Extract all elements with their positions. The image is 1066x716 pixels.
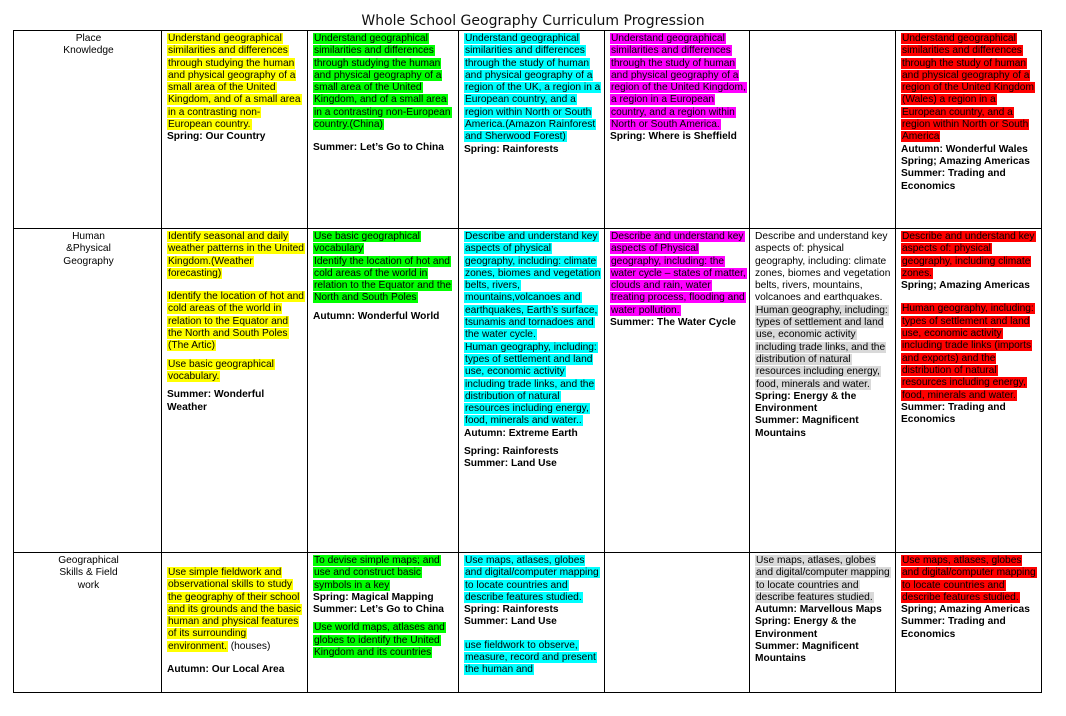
objective-text: Understand geographical similarities and differences through studying the human and physical geography of a small area of the United Kingdom, and of a small area in a contrasting non-European country. <box>168 33 301 131</box>
objective-text: Describe and understand key aspects of Physical geography, including: the water cycle – states of matter, clouds and rain, water treating process, flooding and water pollution. <box>611 231 746 316</box>
term-label: Summer: The Water Cycle <box>610 317 736 329</box>
objective-text: Human geography, including: types of settlement and land use, economic activity including trade links, and the distribution of natural resources including energy, food, minerals and water. <box>756 304 888 390</box>
term-label: Summer: Trading and Economics <box>901 401 1006 426</box>
cell-skills-4 <box>605 553 750 693</box>
objective-text: Describe and understand key aspects of: physical geography, including: climate zones, biomes and vegetation belts, rivers, mountains, volcanoes and earthquakes. <box>755 231 891 304</box>
row-heading-text: Geographical Skills & Field work <box>58 555 119 591</box>
term-label: Spring: Rainforests <box>464 446 559 458</box>
cell-place-knowledge-3 <box>459 31 605 229</box>
row-heading-text: Place Knowledge <box>63 33 114 57</box>
term-label: Autumn: Marvellous Maps <box>755 604 882 616</box>
term-label: Spring: Energy & the Environment <box>755 616 857 640</box>
objective-text: Understand geographical similarities and differences through the study of human and physical geography of a region of the United Kingdom, a region in a European country, and a region within North or South America. <box>611 33 746 131</box>
objective-text: Use basic geographical vocabulary. <box>168 358 274 382</box>
term-label: Spring: Magical Mapping <box>313 591 434 603</box>
row-human-physical-geography <box>14 229 1042 553</box>
cell-skills-1 <box>162 553 308 693</box>
term-label: Spring; Amazing Americas <box>901 155 1030 167</box>
term-label: Spring: Rainforests <box>464 604 559 616</box>
curriculum-table <box>13 30 1042 693</box>
term-label: Spring; Amazing Americas <box>901 280 1030 292</box>
term-label: Autumn: Extreme Earth <box>464 427 578 439</box>
objective-text: Understand geographical similarities and differences through studying the human and physical geography of a small area of the United Kingdom, and of a small area in a contrasting non-European country.(China) <box>314 33 451 131</box>
cell-place-knowledge-2 <box>308 31 459 229</box>
cell-human-physical-2 <box>308 229 459 553</box>
objective-text: Identify seasonal and daily weather patterns in the United Kingdom.(Weather forecasting) <box>168 231 304 279</box>
term-label: Summer: Let’s Go to China <box>313 604 444 616</box>
objective-text: Human geography, including: types of settlement and land use, economic activity including trade links, and the distribution of natural resources including energy, food, minerals and water.. <box>465 341 597 427</box>
term-label: Autumn: Wonderful World <box>313 310 440 322</box>
cell-human-physical-6 <box>896 229 1042 553</box>
cell-place-knowledge-4 <box>605 31 750 229</box>
cell-skills-3 <box>459 553 605 693</box>
objective-text: Use maps, atlases, globes and digital/computer mapping to locate countries and describe features studied. <box>465 555 599 603</box>
cell-skills-6 <box>896 553 1042 693</box>
objective-text: Identify the location of hot and cold areas of the world in relation to the Equator and the North and South Poles <box>314 255 452 304</box>
objective-text: Understand geographical similarities and differences through the study of human and physical geography of a region of the United Kingdom (Wales) a region in a European country, and a region within North or South America <box>902 33 1034 143</box>
term-label: Spring: Rainforests <box>464 143 559 155</box>
objective-text: Describe and understand key aspects of: physical geography, including climate zones. <box>902 231 1035 279</box>
term-label: Spring; Amazing Americas <box>901 604 1030 616</box>
cell-human-physical-1 <box>162 229 308 553</box>
objective-text: Use maps, atlases, globes and digital/computer mapping to locate countries and describe features studied. <box>902 555 1036 603</box>
objective-text: Understand geographical similarities and differences through the study of human and physical geography of a region of the UK, a region in a European country, and a region within North or South America.(Amazon Rainforest and Sherwood Forest) <box>465 33 601 143</box>
objective-text: Identify the location of hot and cold areas of the world in relation to the Equator and the North and South Poles (The Artic) <box>168 291 304 352</box>
row-heading-geographical-skills <box>14 553 162 693</box>
row-heading-human-physical <box>14 229 162 553</box>
objective-text: (houses) <box>230 640 271 652</box>
objective-text: Use simple fieldwork and observational skills to study the geography of their school and its grounds and the basic human and physical features of its surrounding environment. <box>168 567 302 652</box>
cell-skills-5 <box>750 553 896 693</box>
term-label: Summer: Trading and Economics <box>901 616 1006 640</box>
row-place-knowledge <box>14 31 1042 229</box>
term-label: Summer: Let’s Go to China <box>313 142 444 154</box>
cell-human-physical-5 <box>750 229 896 553</box>
objective-text: Use basic geographical vocabulary <box>314 231 420 255</box>
cell-skills-2 <box>308 553 459 693</box>
term-label: Spring: Where is Sheffield <box>610 131 737 143</box>
cell-place-knowledge-5 <box>750 31 896 229</box>
term-label: Summer: Trading and Economics <box>901 168 1006 192</box>
objective-text: Human geography, including: types of settlement and land use, economic activity including trade links (imports and exports) and the distribution of natural resources including energy, food, minerals and water. <box>902 303 1034 401</box>
term-label: Autumn: Our Local Area <box>167 664 285 676</box>
cell-place-knowledge-1 <box>162 31 308 229</box>
term-label: Autumn: Wonderful Wales <box>901 143 1028 155</box>
term-label: Summer: Land Use <box>464 458 557 470</box>
objective-text: use fieldwork to observe, measure, record and present the human and <box>465 639 596 676</box>
objective-text: To devise simple maps; and use and construct basic symbols in a key <box>314 555 440 591</box>
row-geographical-skills <box>14 553 1042 693</box>
term-label: Summer: Wonderful Weather <box>167 389 265 413</box>
objective-text: Use maps, atlases, globes and digital/computer mapping to locate countries and describe features studied. <box>756 555 890 603</box>
term-label: Summer: Magnificent Mountains <box>755 641 859 665</box>
term-label: Summer: Land Use <box>464 616 557 628</box>
term-label: Summer: Magnificent Mountains <box>755 415 859 439</box>
cell-human-physical-4 <box>605 229 750 553</box>
document-title: Whole School Geography Curriculum Progression <box>361 13 705 29</box>
objective-text: Use world maps, atlases and globes to identify the United Kingdom and its countries <box>314 622 445 659</box>
term-label: Spring: Energy & the Environment <box>755 390 857 415</box>
row-heading-text: Human &Physical Geography <box>63 231 114 267</box>
objective-text: Describe and understand key aspects of physical geography, including: climate zones, biomes and vegetation belts, rivers, mountains,volcanoes and earthquakes, Earth’s surface, tsunamis and tornadoes and the water cycle. <box>465 231 601 341</box>
row-heading-place-knowledge <box>14 31 162 229</box>
cell-human-physical-3 <box>459 229 605 553</box>
term-label: Spring: Our Country <box>167 131 266 143</box>
cell-place-knowledge-6 <box>896 31 1042 229</box>
